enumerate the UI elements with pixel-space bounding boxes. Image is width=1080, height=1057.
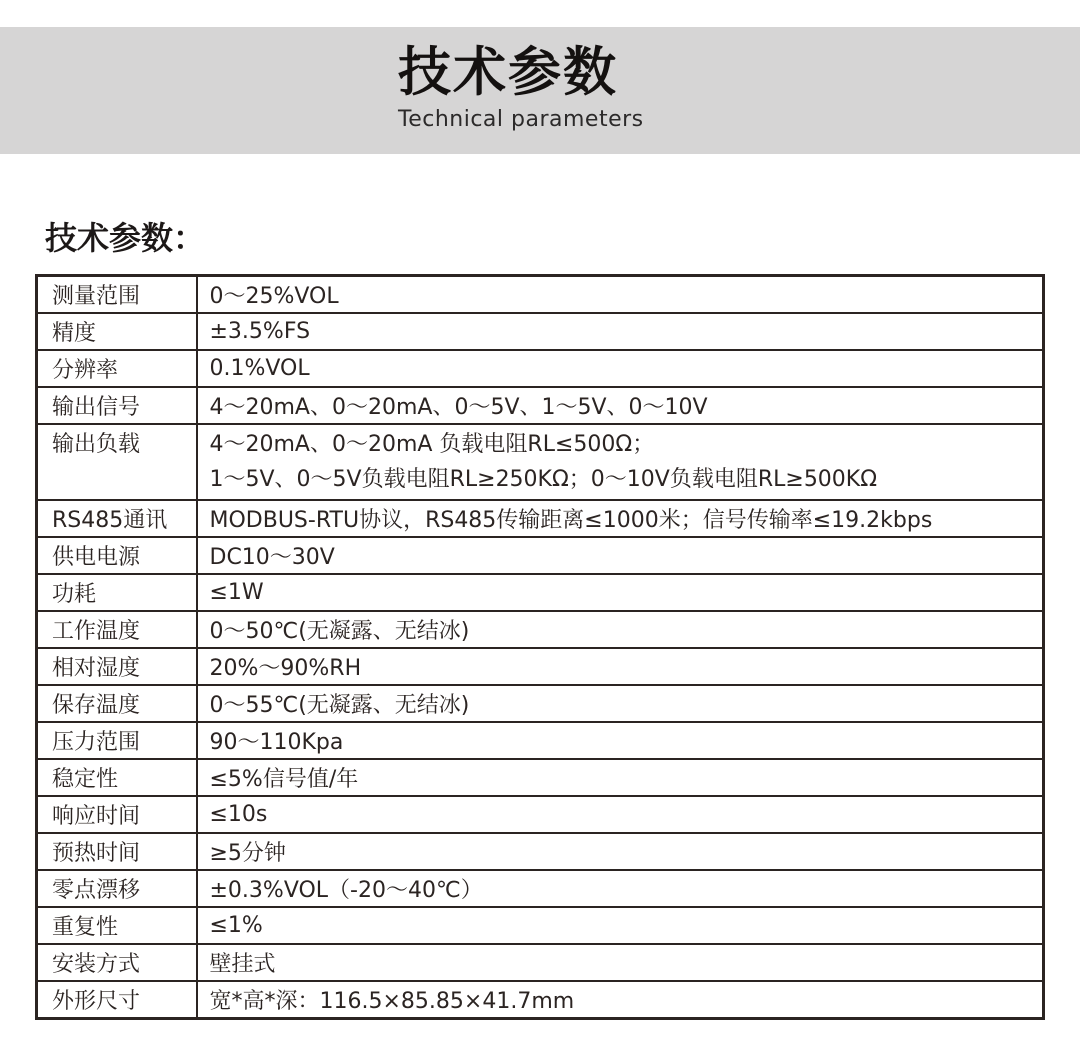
param-value-cell: DC10～30V [197,537,1044,574]
table-row [37,907,1044,944]
param-label-cell: 保存温度 [37,685,197,722]
table-row [37,944,1044,981]
parameters-table-body [37,276,1044,1019]
param-label-cell: 安装方式 [37,944,197,981]
param-label-cell: 测量范围 [37,276,197,314]
table-row [37,870,1044,907]
param-label-cell: 相对湿度 [37,648,197,685]
table-row [37,424,1044,500]
param-label-cell: 稳定性 [37,759,197,796]
param-value-cell: 0.1%VOL [197,350,1044,387]
table-row [37,981,1044,1019]
table-row [37,313,1044,350]
table-row [37,685,1044,722]
parameters-table [35,274,1045,1020]
param-label-cell: 输出负载 [37,424,197,500]
param-value-cell: 4～20mA、0～20mA、0～5V、1～5V、0～10V [197,387,1044,424]
param-value-cell: 壁挂式 [197,944,1044,981]
param-label-cell: 响应时间 [37,796,197,833]
param-label-cell: 预热时间 [37,833,197,870]
param-label-cell: 重复性 [37,907,197,944]
param-value-cell [197,424,1044,500]
param-label-cell: 工作温度 [37,611,197,648]
table-row [37,387,1044,424]
param-value-cell: ≤5%信号值/年 [197,759,1044,796]
param-label-cell: 供电电源 [37,537,197,574]
table-row [37,574,1044,611]
param-value-cell: MODBUS-RTU协议，RS485传输距离≤1000米；信号传输率≤19.2kbps [197,500,1044,537]
header-banner [0,27,1080,154]
table-row [37,537,1044,574]
table-row [37,722,1044,759]
table-row [37,796,1044,833]
param-value-cell: ≤1% [197,907,1044,944]
table-row [37,833,1044,870]
param-label-cell: 外形尺寸 [37,981,197,1019]
section-heading: 技术参数： [45,219,206,257]
param-label-cell: 压力范围 [37,722,197,759]
param-label-cell: 功耗 [37,574,197,611]
param-value-cell: ≥5分钟 [197,833,1044,870]
param-value-cell: 宽*高*深：116.5×85.85×41.7mm [197,981,1044,1019]
param-label-cell: 分辨率 [37,350,197,387]
param-value-cell: ±0.3%VOL（-20～40℃） [197,870,1044,907]
param-value-line: 4～20mA、0～20mA 负载电阻RL≤500Ω； [209,432,655,457]
table-row [37,648,1044,685]
param-value-cell: 0～25%VOL [197,276,1044,314]
param-value-cell: ≤10s [197,796,1044,833]
param-value-cell: ≤1W [197,574,1044,611]
param-value-cell: 0～55℃(无凝露、无结冰) [197,685,1044,722]
table-row [37,350,1044,387]
page-title: 技术参数 [398,42,618,103]
param-value-cell: ±3.5%FS [197,313,1044,350]
table-row [37,611,1044,648]
table-row [37,759,1044,796]
header-banner-content [398,27,1080,132]
param-value-cell: 0～50℃(无凝露、无结冰) [197,611,1044,648]
param-value-cell: 90～110Kpa [197,722,1044,759]
param-label-cell: 精度 [37,313,197,350]
param-label-cell: 输出信号 [37,387,197,424]
page-subtitle: Technical parameters [398,106,644,132]
param-label-cell: RS485通讯 [37,500,197,537]
param-value-cell: 20%～90%RH [197,648,1044,685]
param-value-line: 1～5V、0～5V负载电阻RL≥250KΩ；0～10V负载电阻RL≥500KΩ [209,467,878,492]
table-row [37,500,1044,537]
param-label-cell: 零点漂移 [37,870,197,907]
table-row [37,276,1044,314]
